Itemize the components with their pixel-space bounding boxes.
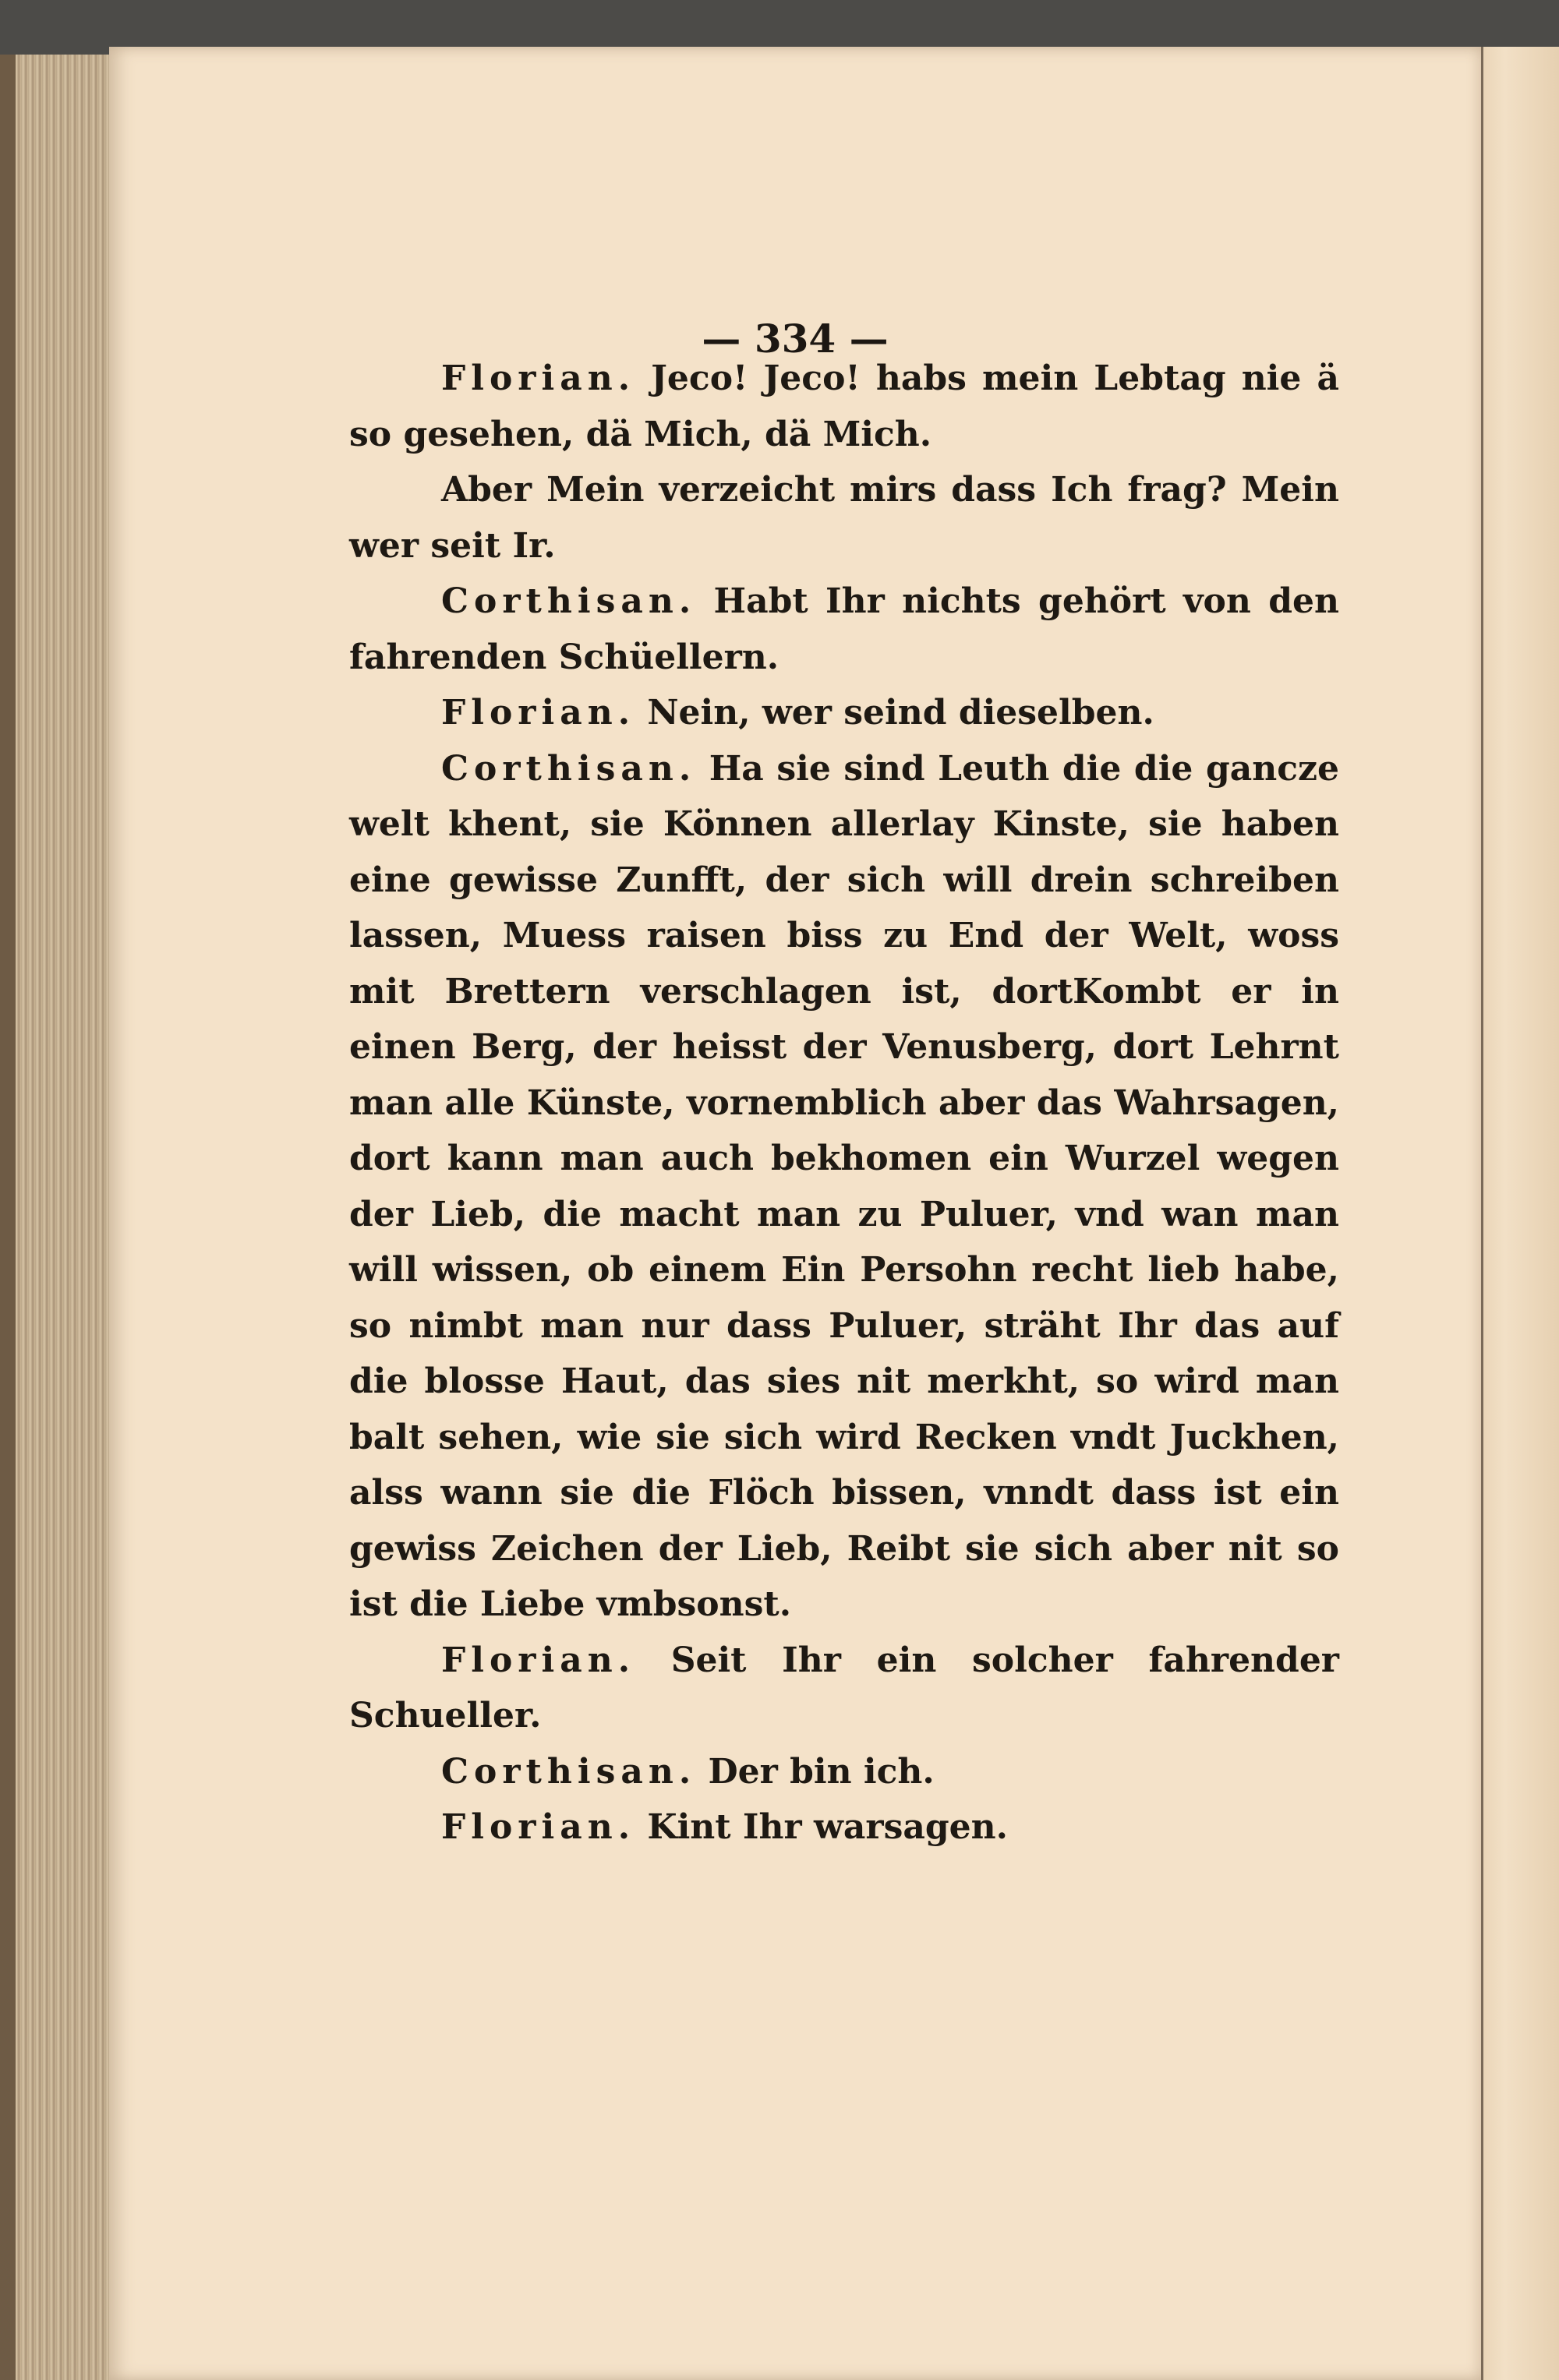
speaker-name: Florian. <box>441 1640 636 1680</box>
speaker-name: Florian. <box>441 1807 636 1847</box>
paragraph <box>349 1633 1339 1744</box>
paragraph-text: Kint Ihr warsagen. <box>635 1807 1008 1847</box>
speaker-name: Florian. <box>441 358 636 398</box>
paragraph <box>349 574 1339 685</box>
speaker-name: Corthisan. <box>441 1751 697 1792</box>
page-number-header: — 334 — <box>702 316 889 362</box>
body-text <box>349 351 1339 1856</box>
book-spine <box>0 55 16 2380</box>
paragraph <box>349 351 1339 462</box>
paragraph-text: Habt Ihr nichts gehört von den fahrenden Schüellern. <box>349 581 1339 677</box>
paragraph <box>349 741 1339 1633</box>
facing-page-edge <box>1481 47 1559 2380</box>
book-page-edges <box>0 55 117 2380</box>
speaker-name: Corthisan. <box>441 581 697 621</box>
paragraph-text: Der bin ich. <box>696 1751 935 1792</box>
paragraph <box>349 685 1339 741</box>
paragraph-text: Jeco! Jeco! habs mein Lebtag nie ä so gesehen, dä Mich, dä Mich. <box>349 358 1339 454</box>
paragraph-text: Aber Mein verzeicht mirs dass Ich frag? Mein wer seit Ir. <box>349 470 1339 566</box>
paragraph <box>349 1799 1339 1856</box>
paragraph <box>349 1744 1339 1800</box>
speaker-name: Florian. <box>441 693 636 733</box>
paragraph-text: Seit Ihr ein solcher fahrender Schueller. <box>349 1640 1339 1736</box>
paragraph <box>349 462 1339 574</box>
paragraph-text: Nein, wer seind dieselben. <box>635 693 1154 733</box>
speaker-name: Corthisan. <box>441 748 697 789</box>
paragraph-text: Ha sie sind Leuth die die gancze welt khent, sie Können allerlay Kinste, sie haben eine gewisse Zunfft, der sich will drein schreiben lassen, Muess raisen biss zu End der Welt, woss mit Brettern verschlagen ist, dortKombt er in einen Berg, der heisst der Venusberg, dort Lehrnt man alle Künste, vornemblich aber das Wahrsagen, dort kann man auch bekhomen ein Wurzel wegen der Lieb, die macht man zu Puluer, vnd wan man will wissen, ob einem Ein Persohn recht lieb habe, so nimbt man nur dass Puluer, sträht Ihr das auf die blosse Haut, das sies nit merkht, so wird man balt sehen, wie sie sich wird Recken vndt Juckhen, alss wann sie die Flöch bissen, vnndt dass ist ein gewiss Zeichen der Lieb, Reibt sie sich aber nit so ist die Liebe vmbsonst. <box>349 748 1339 1624</box>
